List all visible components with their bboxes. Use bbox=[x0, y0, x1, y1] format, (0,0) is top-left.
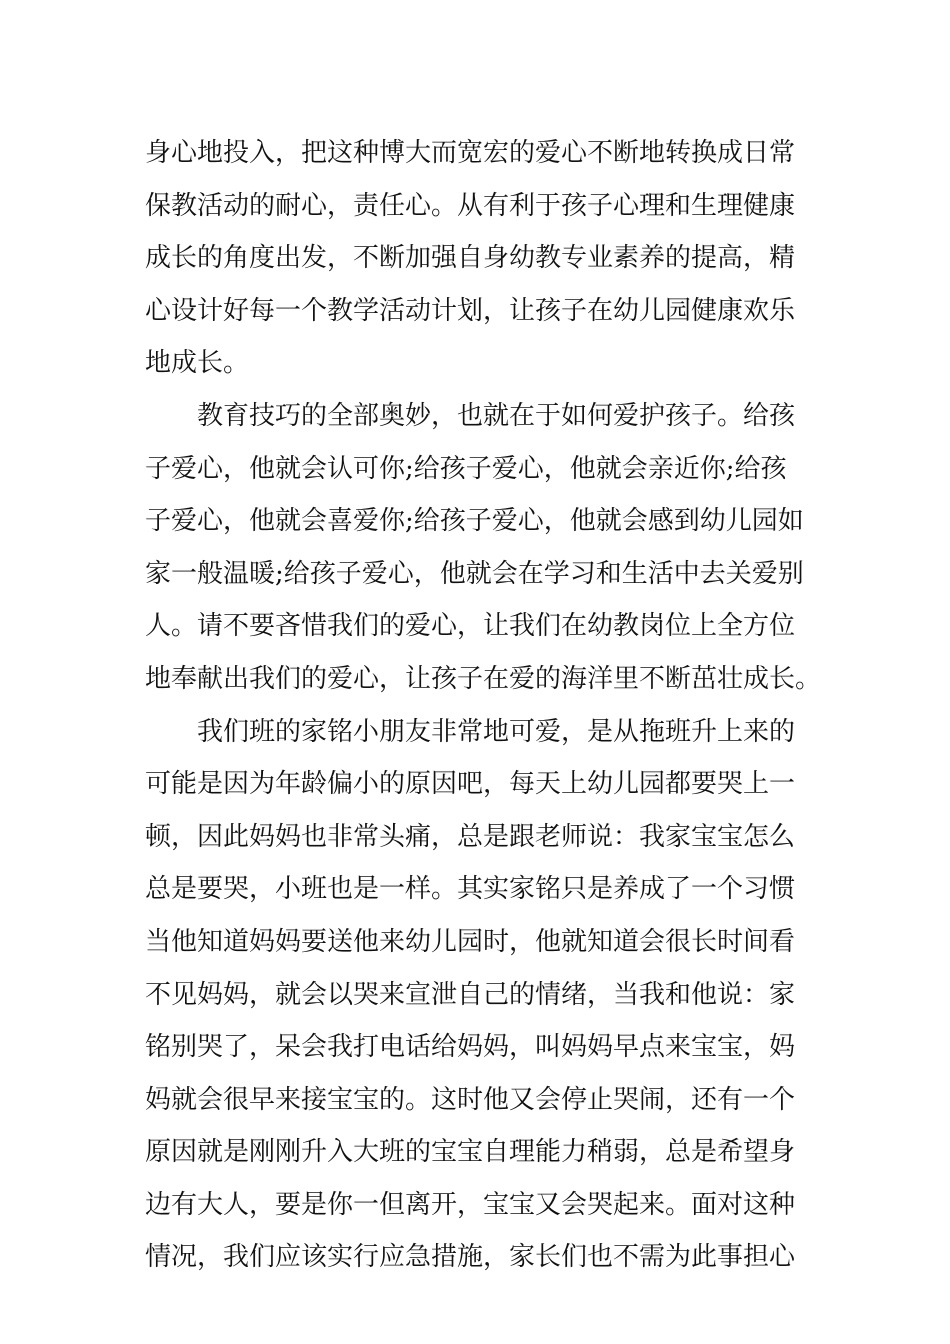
text-line: 子爱心，他就会认可你;给孩子爱心，他就会亲近你;给孩 bbox=[145, 453, 787, 484]
text-line: 不见妈妈，就会以哭来宣泄自己的情绪，当我和他说：家 bbox=[145, 979, 796, 1010]
body-text bbox=[145, 127, 822, 1284]
text-line: 成长的角度出发，不断加强自身幼教专业素养的提高，精 bbox=[145, 243, 796, 274]
text-line: 地成长。 bbox=[145, 348, 250, 379]
text-line: 人。请不要吝惜我们的爱心，让我们在幼教岗位上全方位 bbox=[145, 611, 796, 642]
text-line: 心设计好每一个教学活动计划，让孩子在幼儿园健康欢乐 bbox=[145, 295, 796, 326]
text-line: 家一般温暖;给孩子爱心，他就会在学习和生活中去关爱别 bbox=[145, 558, 804, 589]
text-line: 情况，我们应该实行应急措施，家长们也不需为此事担心 bbox=[145, 1242, 796, 1273]
text-line: 地奉献出我们的爱心，让孩子在爱的海洋里不断茁壮成长。 bbox=[145, 663, 822, 694]
text-line: 子爱心，他就会喜爱你;给孩子爱心，他就会感到幼儿园如 bbox=[145, 506, 804, 537]
text-line: 顿，因此妈妈也非常头痛，总是跟老师说：我家宝宝怎么 bbox=[145, 821, 796, 852]
text-line: 铭别哭了，呆会我打电话给妈妈，叫妈妈早点来宝宝，妈 bbox=[145, 1032, 796, 1063]
text-line: 妈就会很早来接宝宝的。这时他又会停止哭闹，还有一个 bbox=[145, 1084, 796, 1115]
text-line: 边有大人，要是你一但离开，宝宝又会哭起来。面对这种 bbox=[145, 1189, 796, 1220]
text-line: 保教活动的耐心，责任心。从有利于孩子心理和生理健康 bbox=[145, 190, 796, 221]
text-line: 总是要哭，小班也是一样。其实家铭只是养成了一个习惯 bbox=[145, 874, 796, 905]
text-line: 当他知道妈妈要送他来幼儿园时，他就知道会很长时间看 bbox=[145, 926, 796, 957]
text-line: 教育技巧的全部奥妙，也就在于如何爱护孩子。给孩 bbox=[145, 400, 796, 431]
text-line: 身心地投入，把这种博大而宽宏的爱心不断地转换成日常 bbox=[145, 138, 796, 168]
text-line: 我们班的家铭小朋友非常地可爱，是从拖班升上来的 bbox=[145, 716, 796, 747]
text-line: 可能是因为年龄偏小的原因吧，每天上幼儿园都要哭上一 bbox=[145, 769, 796, 800]
text-line: 原因就是刚刚升入大班的宝宝自理能力稍弱，总是希望身 bbox=[145, 1137, 796, 1168]
